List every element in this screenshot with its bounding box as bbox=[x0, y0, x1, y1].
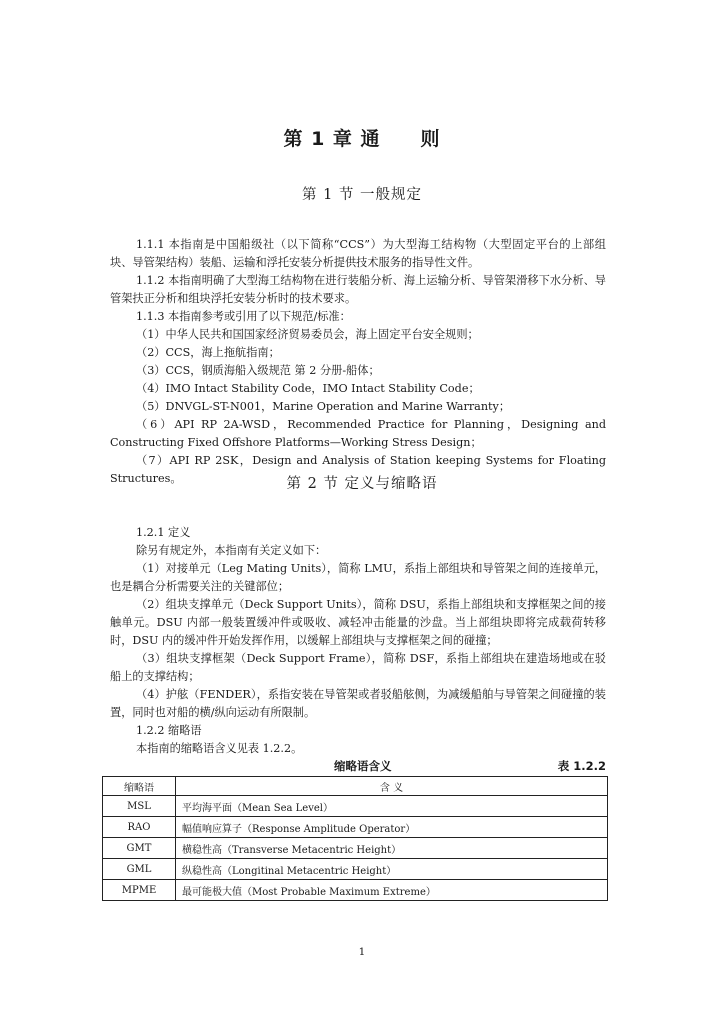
abbr-cell: GMT bbox=[103, 838, 176, 859]
definition-item-1: （1）对接单元（Leg Mating Units），简称 LMU，系指上部组块和导管架之间的连接单元，也是耦合分析需要关注的关键部位； bbox=[110, 562, 606, 593]
definition-item-2: （2）组块支撑单元（Deck Support Units），简称 DSU，系指上部组块和支撑框架之间的接触单元。DSU 内部一般装置缓冲件或吸收、减轻冲击能量的沙盘。当上部组块即将完成载荷转移时，DSU 内的缓冲件开始发挥作用，以缓解上部组块与支撑框架之间的碰撞； bbox=[110, 598, 606, 647]
reference-item-2: （2）CCS，海上拖航指南； bbox=[136, 346, 280, 359]
reference-item-7: （7）API RP 2SK，Design and Analysis of Station keeping Systems for Floating Structures。 bbox=[110, 454, 606, 485]
paragraph-1-1-2: 1.1.2 本指南明确了大型海工结构物在进行装船分析、海上运输分析、导管架滑移下水分析、导管架扶正分析和组块浮托安装分析时的技术要求。 bbox=[110, 274, 606, 305]
table-row bbox=[103, 838, 608, 859]
abbreviation-table bbox=[102, 776, 608, 901]
table-header-abbr: 缩略语 bbox=[103, 777, 176, 796]
section-2-title: 第 2 节 定义与缩略语 bbox=[286, 476, 438, 492]
definition-item-3: （3）组块支撑框架（Deck Support Frame），简称 DSF，系指上部组块在建造场地或在驳船上的支撑结构； bbox=[110, 652, 606, 683]
meaning-cell: 横稳性高（Transverse Metacentric Height） bbox=[176, 838, 608, 859]
abbreviation-intro: 本指南的缩略语含义见表 1.2.2。 bbox=[136, 742, 303, 755]
section-1-title: 第 1 节 一般规定 bbox=[301, 187, 423, 203]
meaning-cell: 纵稳性高（Longitinal Metacentric Height） bbox=[176, 859, 608, 880]
table-row bbox=[103, 817, 608, 838]
chapter-title-part1: 第 1 章 通 bbox=[283, 128, 381, 150]
table-row bbox=[103, 859, 608, 880]
abbr-cell: RAO bbox=[103, 817, 176, 838]
definition-heading: 1.2.1 定义 bbox=[136, 526, 191, 539]
reference-item-3: （3）CCS，钢质海船入级规范 第 2 分册-船体； bbox=[136, 364, 380, 377]
table-row bbox=[103, 880, 608, 901]
table-header-row bbox=[103, 777, 608, 796]
section-2-body bbox=[110, 524, 606, 758]
table-caption bbox=[102, 758, 608, 774]
page-number: 1 bbox=[358, 946, 366, 958]
abbr-cell: GML bbox=[103, 859, 176, 880]
definition-item-4: （4）护舷（FENDER），系指安装在导管架或者驳船舷侧，为减缓船舶与导管架之间碰撞的装置，同时也对船的横/纵向运动有所限制。 bbox=[110, 688, 606, 719]
chapter-title-part2: 则 bbox=[420, 128, 441, 150]
abbr-cell: MPME bbox=[103, 880, 176, 901]
paragraph-1-1-3: 1.1.3 本指南参考或引用了以下规范/标准： bbox=[136, 310, 351, 323]
abbr-cell: MSL bbox=[103, 796, 176, 817]
abbreviation-heading: 1.2.2 缩略语 bbox=[136, 724, 202, 737]
meaning-cell: 最可能极大值（Most Probable Maximum Extreme） bbox=[176, 880, 608, 901]
table-row bbox=[103, 796, 608, 817]
definition-intro: 除另有规定外，本指南有关定义如下： bbox=[136, 544, 327, 557]
table-caption-title: 缩略语含义 bbox=[334, 759, 392, 773]
table-header-meaning: 含 义 bbox=[176, 777, 608, 796]
reference-item-6: （6）API RP 2A-WSD，Recommended Practice for Planning，Designing and Constructing Fixed Offshore Platforms—Working Stress Design； bbox=[110, 418, 606, 449]
meaning-cell: 平均海平面（Mean Sea Level） bbox=[176, 796, 608, 817]
reference-item-5: （5）DNVGL-ST-N001，Marine Operation and Marine Warranty； bbox=[136, 400, 511, 413]
paragraph-1-1-1: 1.1.1 本指南是中国船级社（以下简称“CCS”）为大型海工结构物（大型固定平台的上部组块、导管架结构）装船、运输和浮托安装分析提供技术服务的指导性文件。 bbox=[110, 238, 606, 269]
meaning-cell: 幅值响应算子（Response Amplitude Operator） bbox=[176, 817, 608, 838]
chapter-title bbox=[0, 124, 724, 151]
table-number: 表 1.2.2 bbox=[557, 759, 606, 773]
reference-item-1: （1）中华人民共和国国家经济贸易委员会，海上固定平台安全规则； bbox=[136, 328, 479, 341]
reference-item-4: （4）IMO Intact Stability Code，IMO Intact Stability Code； bbox=[136, 382, 480, 395]
section-1-body bbox=[110, 236, 606, 488]
